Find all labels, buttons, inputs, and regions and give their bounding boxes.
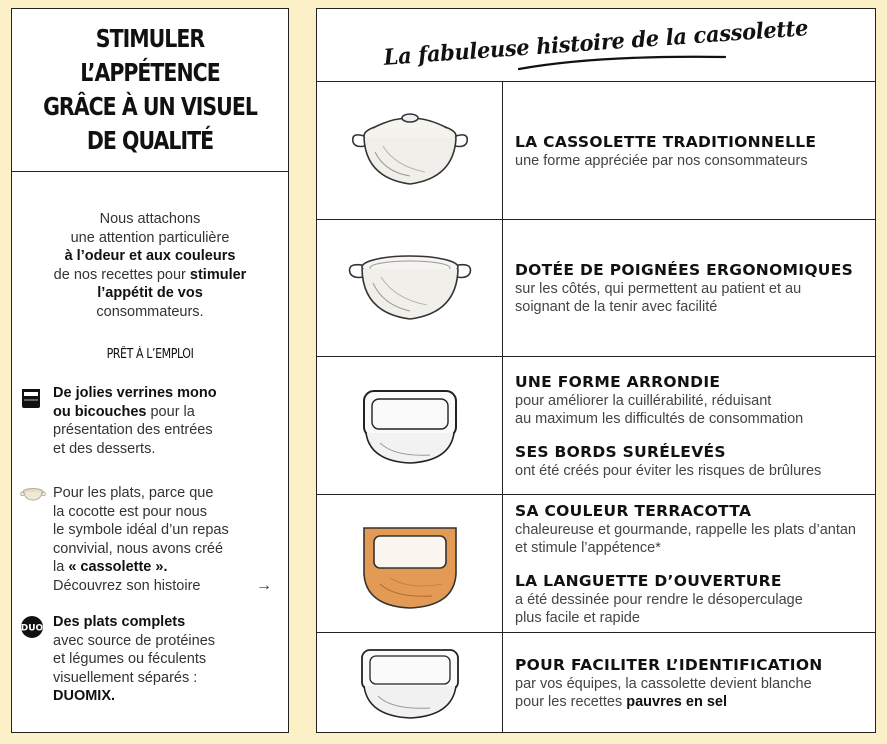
verrine-item: De jolies verrines mono ou bicouches pour la présentation des entrées et des desserts. bbox=[12, 384, 288, 458]
row-desc: pour améliorer la cuillérabilité, réduisant au maximum les difficultés de consommation bbox=[515, 392, 804, 427]
history-header bbox=[317, 9, 875, 82]
duomix-icon bbox=[20, 615, 44, 645]
ready-to-use-heading: PRÊT À L’EMPLOI bbox=[106, 347, 194, 362]
discover-arrow-icon[interactable]: → bbox=[256, 576, 272, 594]
history-row-terracotta bbox=[317, 495, 875, 633]
verrine-icon bbox=[20, 386, 42, 416]
left-title: STIMULER L’APPÉTENCE GRÂCE À UN VISUEL DE QUALITÉ bbox=[43, 24, 257, 155]
row-title: LA CASSOLETTE TRADITIONNELLE bbox=[515, 132, 817, 151]
left-panel bbox=[11, 8, 289, 733]
cassolette-rounded-sketch bbox=[317, 357, 503, 494]
cassolette-terracotta-sketch bbox=[317, 495, 503, 632]
right-panel bbox=[316, 8, 876, 733]
row-desc: chaleureuse et gourmande, rappelle les plats d’antan et stimule l’appétence* bbox=[515, 521, 856, 556]
row-desc: a été dessinée pour rendre le désoperculage plus facile et rapide bbox=[515, 591, 803, 626]
row-desc: ont été créés pour éviter les risques de brûlures bbox=[515, 462, 822, 479]
cassolette-handles-sketch bbox=[317, 220, 503, 356]
cocotte-item: Pour les plats, parce que la cocotte est pour nous le symbole idéal d’un repas convivial, nous avons créé la « cassolette ». Découvrez son histoire → bbox=[12, 484, 288, 595]
cocotte-icon bbox=[20, 486, 46, 508]
cassolette-white-sketch bbox=[317, 633, 503, 733]
cassolette-lid-sketch bbox=[317, 82, 503, 219]
row-desc: sur les côtés, qui permettent au patient et au soignant de la tenir avec facilité bbox=[515, 281, 802, 315]
left-header bbox=[12, 9, 288, 172]
title-swoosh bbox=[517, 53, 727, 73]
history-row-rounded bbox=[317, 357, 875, 495]
history-title: La fabuleuse histoire de la cassolette bbox=[382, 15, 810, 71]
svg-text:DUO: DUO bbox=[20, 623, 44, 634]
row-title: UNE FORME ARRONDIE bbox=[515, 372, 721, 391]
history-row-identification bbox=[317, 633, 875, 733]
history-row-handles bbox=[317, 220, 875, 357]
intro-text: Nous attachons une attention particulière à l’odeur et aux couleurs de nos recettes pour stimuler l’appétit de vos consommateurs. bbox=[53, 211, 247, 320]
row-title: SA COULEUR TERRACOTTA bbox=[515, 501, 752, 520]
row-desc: par vos équipes, la cassolette devient blanche pour les recettes pauvres en sel bbox=[515, 676, 812, 710]
row-title: POUR FACILITER L’IDENTIFICATION bbox=[515, 656, 823, 674]
row-desc: une forme appréciée par nos consommateurs bbox=[515, 152, 808, 169]
duomix-item: DUO Des plats complets avec source de protéines et légumes ou féculents visuellement séparés : DUOMIX. bbox=[20, 614, 216, 704]
row-title: SES BORDS SURÉLEVÉS bbox=[515, 442, 726, 461]
row-title: DOTÉE DE POIGNÉES ERGONOMIQUES bbox=[515, 261, 854, 279]
history-row-traditional bbox=[317, 82, 875, 220]
row-title: LA LANGUETTE D’OUVERTURE bbox=[515, 571, 782, 590]
